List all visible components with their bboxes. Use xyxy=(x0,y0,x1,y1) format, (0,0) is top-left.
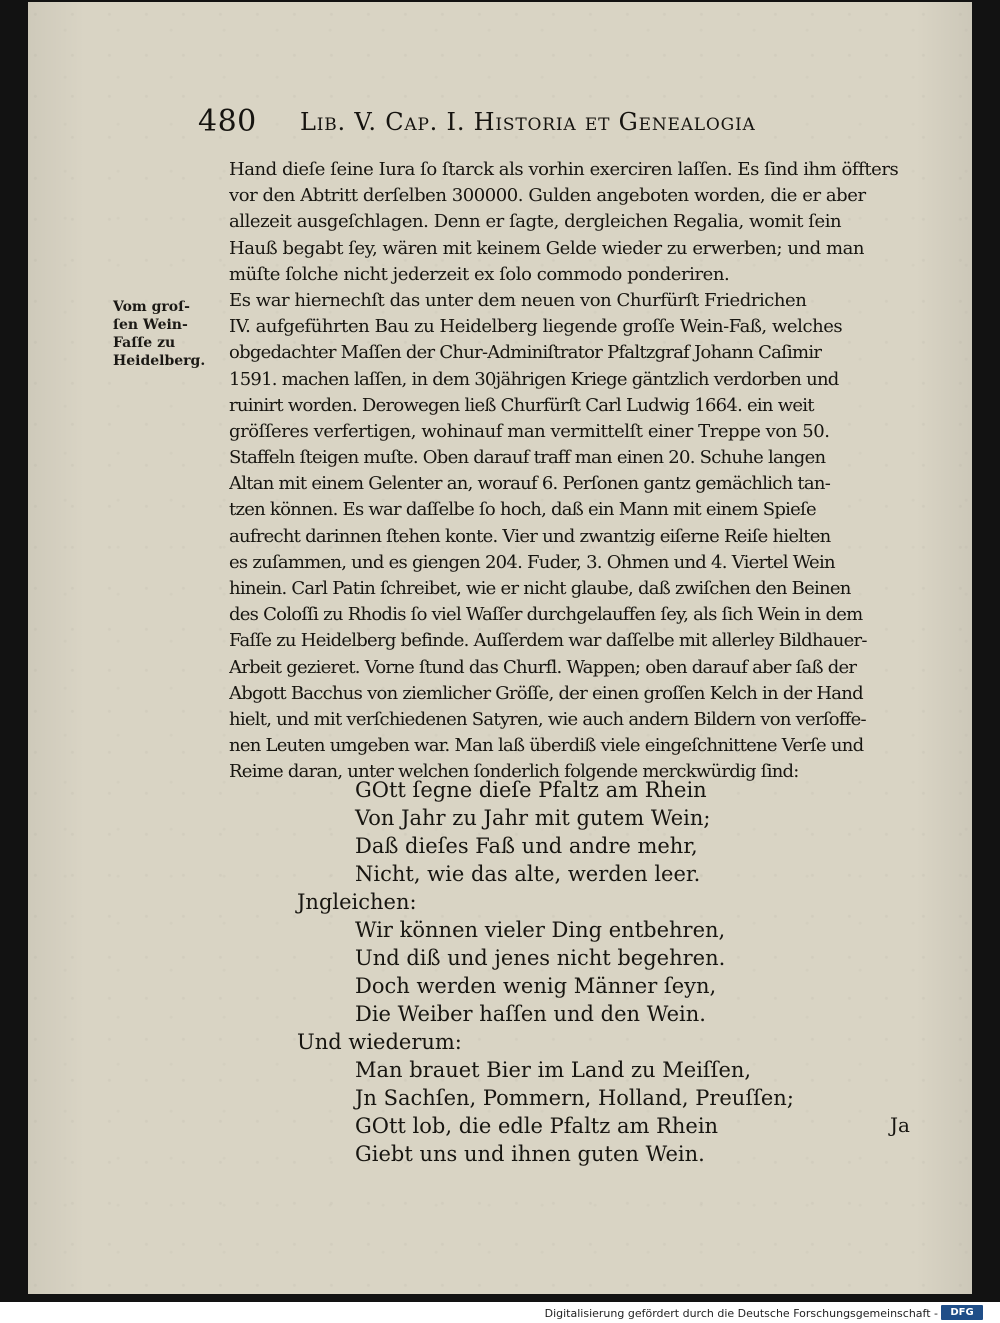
catchword: Ja xyxy=(890,1113,910,1137)
poem-intro: Und wiederum: xyxy=(297,1030,462,1054)
body-line: IV. aufgeführten Bau zu Heidelberg liegende groſſe Wein-Faß, welches xyxy=(229,316,843,338)
body-line: Hauß begabt ſey, wären mit keinem Gelde wieder zu erwerben; und man xyxy=(229,237,864,259)
poem-line: Nicht, wie das alte, werden leer. xyxy=(355,862,701,886)
body-line: müſte ſolche nicht jederzeit ex ſolo commodo ponderiren. xyxy=(229,263,730,285)
body-line: Altan mit einem Gelenter an, worauf 6. Perſonen gantz gemächlich tan- xyxy=(229,473,831,495)
body-line: gröſſeres verfertigen, wohinauf man vermittelſt einer Treppe von 50. xyxy=(229,420,830,442)
poem-line: Wir können vieler Ding entbehren, xyxy=(355,918,726,942)
poem-line: Man brauet Bier im Land zu Meiſſen, xyxy=(355,1058,752,1082)
page-number: 480 xyxy=(198,104,257,139)
poem xyxy=(297,776,857,1168)
body-line: tzen können. Es war daſſelbe ſo hoch, daß ein Mann mit einem Spieſe xyxy=(229,499,816,521)
poem-line: Giebt uns und ihnen guten Wein. xyxy=(355,1142,705,1166)
body-line: 1591. machen laſſen, in dem 30jährigen Kriege gäntzlich verdorben und xyxy=(229,368,839,390)
poem-line: Jn Sachſen, Pommern, Holland, Preuſſen; xyxy=(355,1086,794,1110)
body-line: allezeit ausgeſchlagen. Denn er ſagte, dergleichen Regalia, womit ſein xyxy=(229,211,842,233)
body-line: vor den Abtritt derſelben 300000. Gulden angeboten worden, die er aber xyxy=(229,185,866,207)
poem-line: Daß dieſes Faß und andre mehr, xyxy=(355,834,698,858)
body-line: hielt, und mit verſchiedenen Satyren, wie auch andern Bildern von verſoffe- xyxy=(229,708,866,730)
body-line: nen Leuten umgeben war. Man laß überdiß viele eingeſchnittene Verſe und xyxy=(229,735,864,757)
margin-note xyxy=(113,298,223,370)
body-line: aufrecht darinnen ſtehen konte. Vier und zwantzig eiſerne Reiſe hielten xyxy=(229,525,831,547)
poem-line: Und diß und jenes nicht begehren. xyxy=(355,946,726,970)
body-line: des Coloſſi zu Rhodis ſo viel Waſſer durchgelauffen ſey, als ſich Wein in dem xyxy=(229,604,863,626)
body-line: hinein. Carl Patin ſchreibet, wie er nicht glaube, daß zwiſchen den Beinen xyxy=(229,578,851,599)
poem-intro: Jngleichen: xyxy=(297,890,417,914)
body-line: Arbeit gezieret. Vorne ſtund das Churfl. Wappen; oben darauf aber ſaß der xyxy=(229,656,857,678)
digitization-credit: Digitalisierung gefördert durch die Deutsche Forschungsgemeinschaft - xyxy=(544,1307,938,1320)
body-line: ruinirt worden. Derowegen ließ Churfürſt Carl Ludwig 1664. ein weit xyxy=(229,394,814,416)
body-line: Staffeln ſteigen muſte. Oben darauf traff man einen 20. Schuhe langen xyxy=(229,447,826,469)
poem-line: Die Weiber haſſen und den Wein. xyxy=(355,1002,706,1026)
margin-note-line: Faſſe zu xyxy=(113,335,176,351)
margin-note-line: Heidelberg. xyxy=(113,353,206,369)
body-line: Reime daran, unter welchen ſonderlich folgende merckwürdig ſind: xyxy=(229,761,799,783)
body-line: Faſſe zu Heidelberg befinde. Auſſerdem war daſſelbe mit allerley Bildhauer- xyxy=(229,630,867,652)
poem-line: Doch werden wenig Männer ſeyn, xyxy=(355,974,717,998)
poem-line: GOtt ſegne dieſe Pfaltz am Rhein xyxy=(355,778,707,802)
body-line: Hand dieſe ſeine Iura ſo ſtarck als vorhin exerciren laſſen. Es ſind ihm öffters xyxy=(229,159,899,180)
body-line: obgedachter Maſſen der Chur-Adminiſtrator Pfaltzgraf Johann Caſimir xyxy=(229,342,822,364)
margin-note-line: Vom groſ- xyxy=(113,299,190,315)
body-line: Es war hiernechſt das unter dem neuen von Churfürſt Friedrichen xyxy=(229,289,807,311)
body-line: es zuſammen, und es giengen 204. Fuder, 3. Ohmen und 4. Viertel Wein xyxy=(229,551,835,573)
poem-line: GOtt lob, die edle Pfaltz am Rhein xyxy=(355,1114,719,1138)
running-head: Lib. V. Cap. I. Historia et Genealogia xyxy=(300,108,756,136)
poem-line: Von Jahr zu Jahr mit gutem Wein; xyxy=(355,806,711,830)
dfg-logo: DFG xyxy=(941,1305,983,1320)
body-line: Abgott Bacchus von ziemlicher Gröſſe, der einen groſſen Kelch in der Hand xyxy=(229,682,863,704)
margin-note-line: ſen Wein- xyxy=(113,317,188,333)
body-text xyxy=(229,157,914,786)
